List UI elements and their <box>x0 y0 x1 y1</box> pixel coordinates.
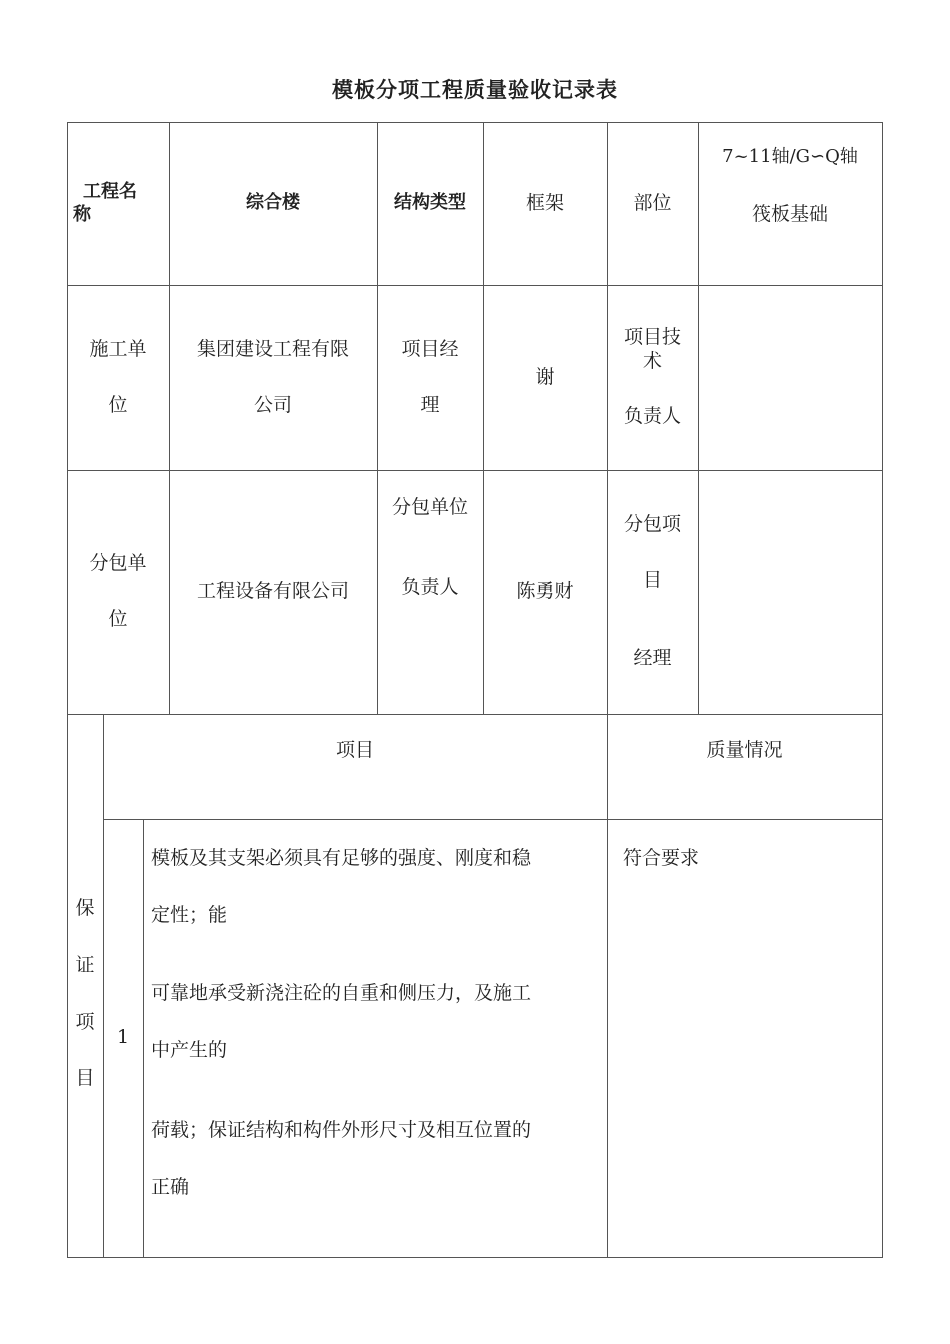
project-name-label: 工程名 称 <box>73 181 137 225</box>
subcontractor-value: 工程设备有限公司 <box>196 580 349 603</box>
project-manager-value: 谢 <box>535 365 555 388</box>
project-name-value: 综合楼 <box>246 192 300 214</box>
requirement-line: 可靠地承受新浇注砼的自重和侧压力，及施工 <box>151 982 532 1004</box>
location-label: 部位 <box>633 191 672 214</box>
requirement-text <box>151 819 601 1257</box>
project-manager-label: 项目经 理 <box>401 337 459 416</box>
requirement-line: 定性；能 <box>151 904 228 926</box>
contractor-value: 集团建设工程有限 公司 <box>196 337 349 416</box>
page-title: 模板分项工程质量验收记录表 <box>332 78 618 102</box>
subcontract-pm-value <box>698 470 882 714</box>
location-value: 7~11轴/G∽Q轴 筏板基础 <box>722 146 858 225</box>
quality-value: 符合要求 <box>623 847 700 869</box>
guarantee-items-label: 保 证 项 目 <box>75 897 95 1090</box>
subcontract-pm-label: 分包项 目 经理 <box>623 513 681 669</box>
technical-lead-label: 项目技 术 负责人 <box>623 325 681 428</box>
quality-header: 质量情况 <box>706 739 783 762</box>
structure-type-label: 结构类型 <box>394 192 466 214</box>
inspection-record-table <box>67 122 883 1258</box>
table-line <box>882 122 883 1258</box>
technical-lead-value <box>698 285 882 470</box>
structure-type-value: 框架 <box>525 191 564 214</box>
requirement-line: 荷载；保证结构和构件外形尺寸及相互位置的 <box>151 1119 532 1141</box>
subcontractor-label: 分包单 位 <box>89 552 147 630</box>
requirement-line: 模板及其支架必须具有足够的强度、刚度和稳 <box>151 847 532 869</box>
contractor-label: 施工单 位 <box>89 337 147 416</box>
subcontractor-lead-label: 分包单位 负责人 <box>391 496 468 598</box>
item-number: 1 <box>116 1026 130 1049</box>
requirement-line: 中产生的 <box>151 1039 228 1061</box>
item-header: 项目 <box>335 739 374 762</box>
subcontractor-lead-value: 陈勇财 <box>516 580 574 603</box>
requirement-line: 正确 <box>151 1176 190 1198</box>
table-line <box>143 819 144 1258</box>
table-line <box>67 1257 883 1258</box>
